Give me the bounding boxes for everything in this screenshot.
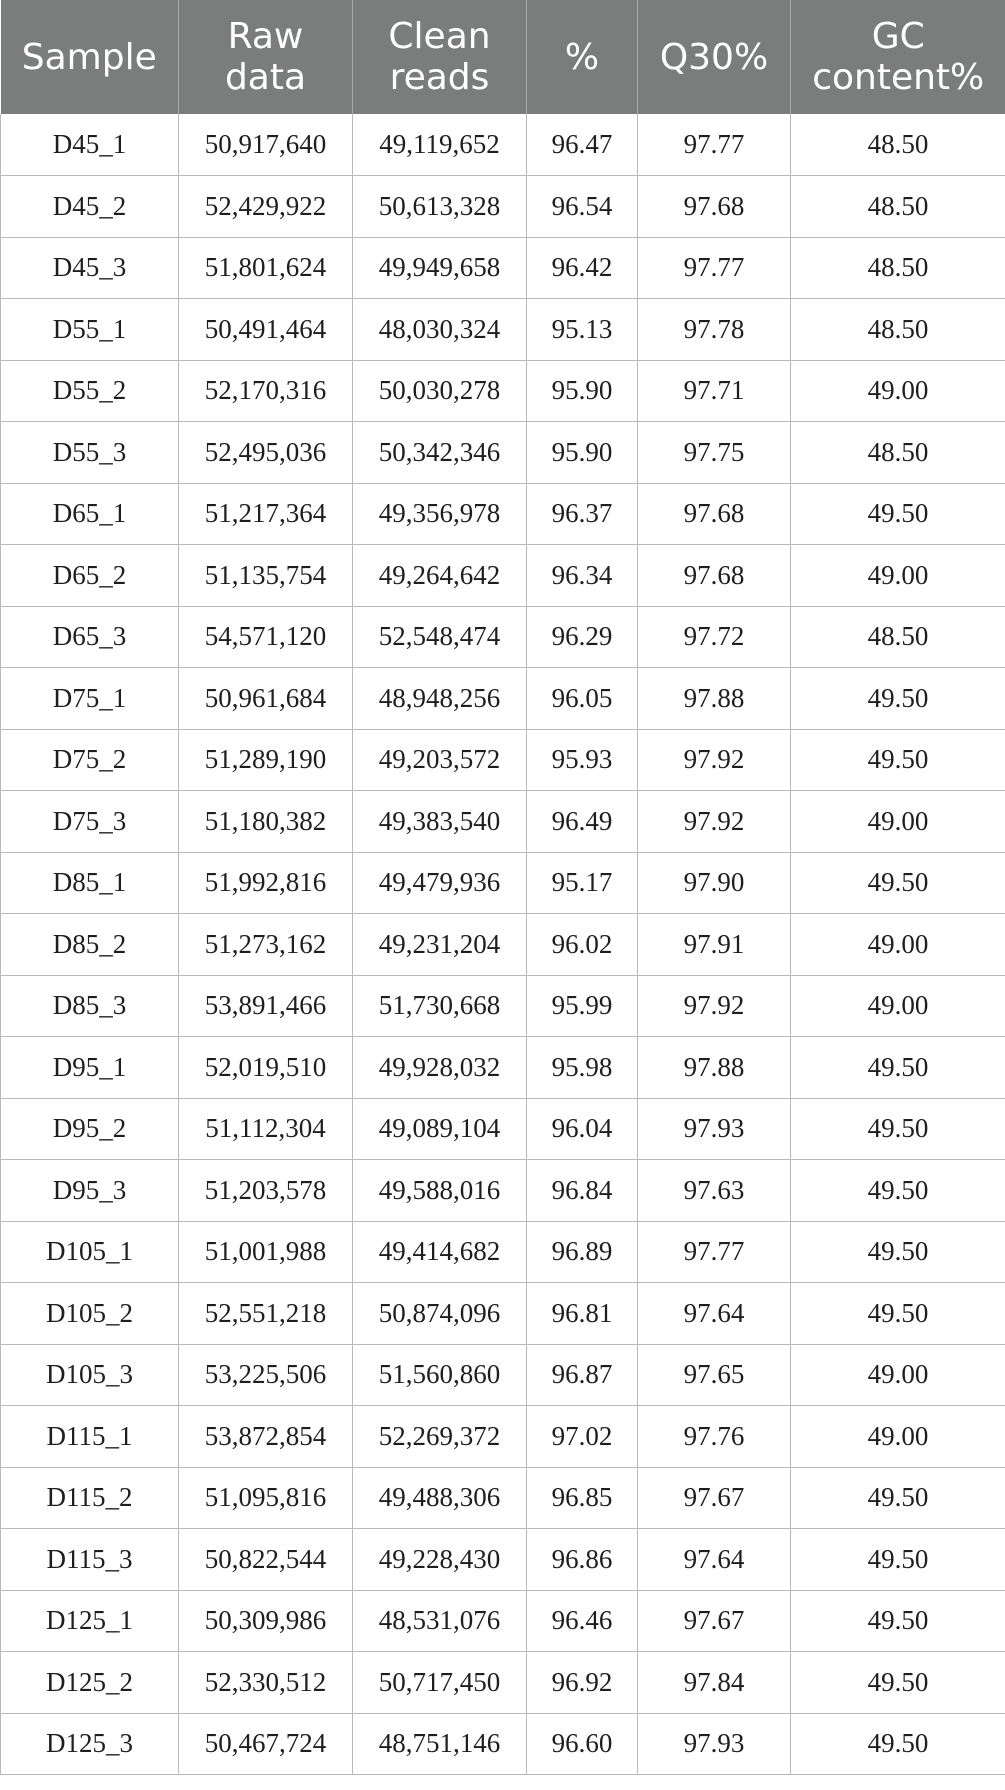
cell-clean-reads: 50,717,450 [353, 1652, 527, 1714]
table-row [1, 176, 1005, 238]
cell-percent: 95.90 [527, 360, 638, 422]
cell-gc-content: 49.50 [791, 1590, 1005, 1652]
cell-sample: D115_3 [1, 1529, 179, 1591]
cell-sample: D65_3 [1, 606, 179, 668]
cell-raw-data: 50,961,684 [179, 668, 353, 730]
cell-sample: D55_3 [1, 422, 179, 484]
table-row [1, 483, 1005, 545]
table-row [1, 1406, 1005, 1468]
cell-sample: D95_3 [1, 1160, 179, 1222]
cell-gc-content: 49.00 [791, 1344, 1005, 1406]
table-row [1, 1037, 1005, 1099]
cell-clean-reads: 48,531,076 [353, 1590, 527, 1652]
cell-sample: D125_3 [1, 1713, 179, 1775]
cell-clean-reads: 49,203,572 [353, 729, 527, 791]
table-row [1, 1590, 1005, 1652]
cell-q30: 97.72 [638, 606, 791, 668]
cell-q30: 97.68 [638, 545, 791, 607]
cell-raw-data: 51,203,578 [179, 1160, 353, 1222]
cell-raw-data: 51,273,162 [179, 914, 353, 976]
cell-clean-reads: 49,488,306 [353, 1467, 527, 1529]
cell-clean-reads: 49,356,978 [353, 483, 527, 545]
cell-percent: 96.05 [527, 668, 638, 730]
cell-raw-data: 50,309,986 [179, 1590, 353, 1652]
cell-clean-reads: 49,119,652 [353, 114, 527, 176]
cell-sample: D45_1 [1, 114, 179, 176]
table-row [1, 360, 1005, 422]
cell-sample: D95_1 [1, 1037, 179, 1099]
cell-raw-data: 52,429,922 [179, 176, 353, 238]
cell-gc-content: 49.50 [791, 1221, 1005, 1283]
cell-percent: 96.89 [527, 1221, 638, 1283]
cell-raw-data: 53,872,854 [179, 1406, 353, 1468]
cell-percent: 96.42 [527, 237, 638, 299]
cell-gc-content: 49.50 [791, 1160, 1005, 1222]
cell-raw-data: 50,491,464 [179, 299, 353, 361]
column-header-gc-content: GC content% [791, 0, 1005, 114]
cell-q30: 97.78 [638, 299, 791, 361]
cell-sample: D125_1 [1, 1590, 179, 1652]
cell-q30: 97.88 [638, 668, 791, 730]
cell-q30: 97.68 [638, 483, 791, 545]
cell-percent: 96.34 [527, 545, 638, 607]
cell-percent: 96.60 [527, 1713, 638, 1775]
cell-gc-content: 49.50 [791, 729, 1005, 791]
cell-clean-reads: 51,730,668 [353, 975, 527, 1037]
cell-raw-data: 53,891,466 [179, 975, 353, 1037]
cell-raw-data: 51,217,364 [179, 483, 353, 545]
header-row [1, 0, 1005, 114]
cell-gc-content: 49.00 [791, 791, 1005, 853]
cell-sample: D55_2 [1, 360, 179, 422]
cell-q30: 97.65 [638, 1344, 791, 1406]
cell-sample: D45_2 [1, 176, 179, 238]
cell-gc-content: 49.50 [791, 852, 1005, 914]
column-header-q30: Q30% [638, 0, 791, 114]
table-row [1, 299, 1005, 361]
cell-clean-reads: 51,560,860 [353, 1344, 527, 1406]
cell-clean-reads: 48,030,324 [353, 299, 527, 361]
cell-clean-reads: 50,613,328 [353, 176, 527, 238]
cell-gc-content: 49.50 [791, 483, 1005, 545]
table-row [1, 852, 1005, 914]
table-row [1, 668, 1005, 730]
cell-q30: 97.91 [638, 914, 791, 976]
cell-sample: D95_2 [1, 1098, 179, 1160]
cell-percent: 95.98 [527, 1037, 638, 1099]
cell-gc-content: 48.50 [791, 237, 1005, 299]
cell-raw-data: 52,330,512 [179, 1652, 353, 1714]
table-row [1, 1344, 1005, 1406]
cell-clean-reads: 49,383,540 [353, 791, 527, 853]
table-row [1, 1652, 1005, 1714]
cell-percent: 97.02 [527, 1406, 638, 1468]
cell-sample: D85_2 [1, 914, 179, 976]
cell-q30: 97.67 [638, 1467, 791, 1529]
column-header-raw-data: Raw data [179, 0, 353, 114]
cell-sample: D105_1 [1, 1221, 179, 1283]
cell-percent: 96.85 [527, 1467, 638, 1529]
cell-raw-data: 52,495,036 [179, 422, 353, 484]
cell-q30: 97.67 [638, 1590, 791, 1652]
cell-percent: 96.87 [527, 1344, 638, 1406]
cell-gc-content: 49.50 [791, 668, 1005, 730]
cell-q30: 97.90 [638, 852, 791, 914]
table-row [1, 914, 1005, 976]
cell-raw-data: 52,551,218 [179, 1283, 353, 1345]
cell-percent: 96.81 [527, 1283, 638, 1345]
table-row [1, 606, 1005, 668]
cell-percent: 96.04 [527, 1098, 638, 1160]
cell-percent: 96.84 [527, 1160, 638, 1222]
cell-gc-content: 49.50 [791, 1713, 1005, 1775]
cell-sample: D105_3 [1, 1344, 179, 1406]
cell-clean-reads: 49,479,936 [353, 852, 527, 914]
cell-clean-reads: 52,548,474 [353, 606, 527, 668]
cell-clean-reads: 50,874,096 [353, 1283, 527, 1345]
table-row [1, 1467, 1005, 1529]
cell-q30: 97.71 [638, 360, 791, 422]
table-row [1, 545, 1005, 607]
cell-clean-reads: 50,030,278 [353, 360, 527, 422]
cell-gc-content: 49.50 [791, 1652, 1005, 1714]
cell-raw-data: 50,822,544 [179, 1529, 353, 1591]
cell-q30: 97.77 [638, 237, 791, 299]
cell-sample: D115_2 [1, 1467, 179, 1529]
cell-percent: 96.47 [527, 114, 638, 176]
cell-percent: 96.37 [527, 483, 638, 545]
cell-sample: D85_3 [1, 975, 179, 1037]
cell-raw-data: 52,019,510 [179, 1037, 353, 1099]
cell-gc-content: 49.00 [791, 545, 1005, 607]
cell-sample: D105_2 [1, 1283, 179, 1345]
cell-raw-data: 51,992,816 [179, 852, 353, 914]
cell-q30: 97.77 [638, 1221, 791, 1283]
cell-q30: 97.92 [638, 791, 791, 853]
cell-clean-reads: 52,269,372 [353, 1406, 527, 1468]
cell-sample: D65_2 [1, 545, 179, 607]
table-row [1, 1283, 1005, 1345]
cell-clean-reads: 49,588,016 [353, 1160, 527, 1222]
cell-raw-data: 51,289,190 [179, 729, 353, 791]
cell-q30: 97.77 [638, 114, 791, 176]
cell-percent: 95.90 [527, 422, 638, 484]
cell-q30: 97.64 [638, 1283, 791, 1345]
cell-q30: 97.93 [638, 1713, 791, 1775]
cell-percent: 96.02 [527, 914, 638, 976]
table-row [1, 975, 1005, 1037]
table-row [1, 114, 1005, 176]
cell-raw-data: 51,135,754 [179, 545, 353, 607]
cell-gc-content: 49.00 [791, 360, 1005, 422]
cell-raw-data: 53,225,506 [179, 1344, 353, 1406]
column-header-clean-reads: Clean reads [353, 0, 527, 114]
cell-raw-data: 51,801,624 [179, 237, 353, 299]
cell-clean-reads: 49,264,642 [353, 545, 527, 607]
cell-gc-content: 48.50 [791, 422, 1005, 484]
cell-q30: 97.93 [638, 1098, 791, 1160]
cell-sample: D75_2 [1, 729, 179, 791]
cell-q30: 97.92 [638, 729, 791, 791]
cell-clean-reads: 49,228,430 [353, 1529, 527, 1591]
table-row [1, 422, 1005, 484]
cell-raw-data: 50,467,724 [179, 1713, 353, 1775]
table-row [1, 1713, 1005, 1775]
cell-percent: 96.92 [527, 1652, 638, 1714]
cell-sample: D85_1 [1, 852, 179, 914]
column-header-percent: % [527, 0, 638, 114]
cell-gc-content: 48.50 [791, 114, 1005, 176]
cell-gc-content: 49.50 [791, 1037, 1005, 1099]
cell-gc-content: 49.00 [791, 1406, 1005, 1468]
cell-gc-content: 49.50 [791, 1467, 1005, 1529]
cell-raw-data: 51,095,816 [179, 1467, 353, 1529]
cell-q30: 97.68 [638, 176, 791, 238]
cell-clean-reads: 49,231,204 [353, 914, 527, 976]
table-row [1, 1221, 1005, 1283]
cell-raw-data: 54,571,120 [179, 606, 353, 668]
cell-percent: 96.46 [527, 1590, 638, 1652]
cell-clean-reads: 49,089,104 [353, 1098, 527, 1160]
cell-q30: 97.64 [638, 1529, 791, 1591]
cell-gc-content: 49.00 [791, 975, 1005, 1037]
cell-clean-reads: 49,928,032 [353, 1037, 527, 1099]
cell-sample: D115_1 [1, 1406, 179, 1468]
cell-percent: 95.99 [527, 975, 638, 1037]
cell-clean-reads: 48,751,146 [353, 1713, 527, 1775]
cell-percent: 96.86 [527, 1529, 638, 1591]
table-body [1, 114, 1005, 1775]
cell-q30: 97.75 [638, 422, 791, 484]
table-row [1, 1160, 1005, 1222]
cell-percent: 96.54 [527, 176, 638, 238]
cell-sample: D75_3 [1, 791, 179, 853]
cell-q30: 97.76 [638, 1406, 791, 1468]
table-header [1, 0, 1005, 114]
cell-raw-data: 52,170,316 [179, 360, 353, 422]
column-header-sample: Sample [1, 0, 179, 114]
table-row [1, 1098, 1005, 1160]
cell-clean-reads: 48,948,256 [353, 668, 527, 730]
cell-sample: D125_2 [1, 1652, 179, 1714]
cell-percent: 95.13 [527, 299, 638, 361]
table-row [1, 237, 1005, 299]
cell-percent: 95.93 [527, 729, 638, 791]
cell-gc-content: 49.50 [791, 1529, 1005, 1591]
cell-sample: D75_1 [1, 668, 179, 730]
cell-raw-data: 51,001,988 [179, 1221, 353, 1283]
cell-q30: 97.84 [638, 1652, 791, 1714]
cell-gc-content: 48.50 [791, 176, 1005, 238]
cell-q30: 97.88 [638, 1037, 791, 1099]
cell-percent: 96.49 [527, 791, 638, 853]
cell-q30: 97.92 [638, 975, 791, 1037]
cell-sample: D45_3 [1, 237, 179, 299]
cell-gc-content: 49.00 [791, 914, 1005, 976]
cell-clean-reads: 49,949,658 [353, 237, 527, 299]
cell-gc-content: 48.50 [791, 299, 1005, 361]
cell-raw-data: 50,917,640 [179, 114, 353, 176]
cell-raw-data: 51,112,304 [179, 1098, 353, 1160]
table-row [1, 791, 1005, 853]
cell-raw-data: 51,180,382 [179, 791, 353, 853]
cell-gc-content: 48.50 [791, 606, 1005, 668]
cell-gc-content: 49.50 [791, 1283, 1005, 1345]
cell-sample: D55_1 [1, 299, 179, 361]
cell-clean-reads: 50,342,346 [353, 422, 527, 484]
cell-sample: D65_1 [1, 483, 179, 545]
cell-q30: 97.63 [638, 1160, 791, 1222]
table-row [1, 729, 1005, 791]
cell-gc-content: 49.50 [791, 1098, 1005, 1160]
cell-percent: 95.17 [527, 852, 638, 914]
cell-percent: 96.29 [527, 606, 638, 668]
cell-clean-reads: 49,414,682 [353, 1221, 527, 1283]
table-row [1, 1529, 1005, 1591]
